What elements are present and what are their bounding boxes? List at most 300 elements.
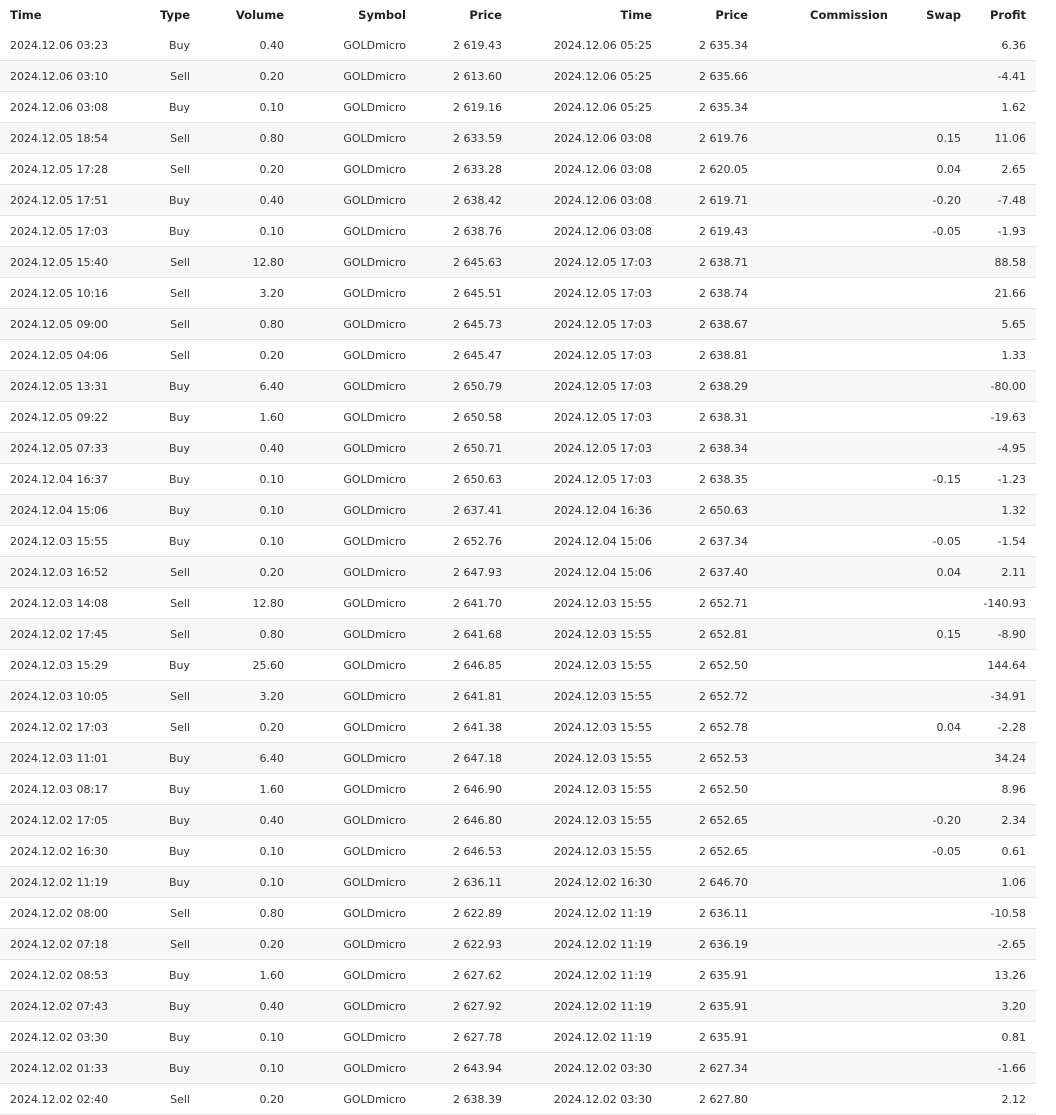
cell-open-time: 2024.12.02 17:05 — [0, 805, 100, 836]
cell-open-time: 2024.12.02 07:18 — [0, 929, 100, 960]
cell-open-time: 2024.12.06 03:23 — [0, 30, 100, 61]
cell-type: Buy — [100, 464, 200, 495]
cell-swap — [898, 991, 971, 1022]
cell-commission — [758, 960, 898, 991]
cell-volume: 0.10 — [200, 1053, 294, 1084]
cell-type: Sell — [100, 929, 200, 960]
cell-swap — [898, 929, 971, 960]
cell-commission — [758, 836, 898, 867]
cell-type: Sell — [100, 898, 200, 929]
cell-swap: 0.15 — [898, 123, 971, 154]
cell-symbol: GOLDmicro — [294, 557, 416, 588]
cell-close-time: 2024.12.03 15:55 — [512, 681, 662, 712]
header-open-time[interactable]: Time — [10, 8, 42, 22]
cell-open-time: 2024.12.05 04:06 — [0, 340, 100, 371]
cell-close-time: 2024.12.05 17:03 — [512, 464, 662, 495]
cell-profit: -34.91 — [971, 681, 1036, 712]
cell-swap — [898, 681, 971, 712]
cell-open-time: 2024.12.05 18:54 — [0, 123, 100, 154]
cell-type: Sell — [100, 123, 200, 154]
table-row[interactable] — [0, 960, 1036, 991]
cell-swap: -0.20 — [898, 805, 971, 836]
cell-commission — [758, 309, 898, 340]
cell-open-price: 2 646.53 — [416, 836, 512, 867]
cell-open-time: 2024.12.02 11:19 — [0, 867, 100, 898]
cell-close-price: 2 619.71 — [662, 185, 758, 216]
cell-close-time: 2024.12.02 11:19 — [512, 898, 662, 929]
cell-symbol: GOLDmicro — [294, 30, 416, 61]
cell-commission — [758, 278, 898, 309]
cell-close-time: 2024.12.03 15:55 — [512, 805, 662, 836]
cell-open-time: 2024.12.03 10:05 — [0, 681, 100, 712]
cell-profit: 6.36 — [971, 30, 1036, 61]
table-row[interactable] — [0, 650, 1036, 681]
cell-profit: 34.24 — [971, 743, 1036, 774]
table-row[interactable] — [0, 30, 1036, 61]
cell-symbol: GOLDmicro — [294, 371, 416, 402]
header-close-price[interactable]: Price — [715, 8, 748, 22]
cell-symbol: GOLDmicro — [294, 92, 416, 123]
cell-commission — [758, 774, 898, 805]
cell-close-time: 2024.12.03 15:55 — [512, 588, 662, 619]
cell-close-time: 2024.12.06 03:08 — [512, 154, 662, 185]
cell-close-price: 2 638.74 — [662, 278, 758, 309]
cell-open-time: 2024.12.02 08:00 — [0, 898, 100, 929]
cell-open-time: 2024.12.02 01:33 — [0, 1053, 100, 1084]
cell-volume: 0.10 — [200, 464, 294, 495]
cell-close-time: 2024.12.02 11:19 — [512, 929, 662, 960]
cell-open-time: 2024.12.05 09:00 — [0, 309, 100, 340]
cell-open-time: 2024.12.03 14:08 — [0, 588, 100, 619]
cell-open-price: 2 647.93 — [416, 557, 512, 588]
cell-swap — [898, 247, 971, 278]
cell-symbol: GOLDmicro — [294, 247, 416, 278]
cell-close-price: 2 638.71 — [662, 247, 758, 278]
cell-swap: -0.05 — [898, 216, 971, 247]
table-row[interactable] — [0, 774, 1036, 805]
cell-type: Buy — [100, 991, 200, 1022]
cell-swap — [898, 1022, 971, 1053]
cell-close-time: 2024.12.06 03:08 — [512, 216, 662, 247]
cell-volume: 1.60 — [200, 402, 294, 433]
cell-close-time: 2024.12.03 15:55 — [512, 619, 662, 650]
table-row[interactable] — [0, 185, 1036, 216]
cell-commission — [758, 154, 898, 185]
cell-type: Buy — [100, 960, 200, 991]
table-row[interactable] — [0, 402, 1036, 433]
cell-swap — [898, 1053, 971, 1084]
cell-close-price: 2 619.43 — [662, 216, 758, 247]
cell-close-price: 2 635.91 — [662, 960, 758, 991]
cell-open-time: 2024.12.02 08:53 — [0, 960, 100, 991]
cell-swap — [898, 743, 971, 774]
table-row[interactable] — [0, 681, 1036, 712]
cell-swap: -0.05 — [898, 526, 971, 557]
cell-open-price: 2 647.18 — [416, 743, 512, 774]
cell-open-time: 2024.12.03 16:52 — [0, 557, 100, 588]
cell-volume: 0.20 — [200, 154, 294, 185]
cell-volume: 0.20 — [200, 61, 294, 92]
cell-open-price: 2 645.63 — [416, 247, 512, 278]
cell-profit: 1.33 — [971, 340, 1036, 371]
table-row[interactable] — [0, 867, 1036, 898]
cell-open-price: 2 619.43 — [416, 30, 512, 61]
cell-close-time: 2024.12.06 05:25 — [512, 30, 662, 61]
cell-volume: 25.60 — [200, 650, 294, 681]
table-row[interactable] — [0, 92, 1036, 123]
table-row[interactable] — [0, 464, 1036, 495]
cell-profit: -1.54 — [971, 526, 1036, 557]
table-row[interactable] — [0, 278, 1036, 309]
cell-close-time: 2024.12.04 15:06 — [512, 557, 662, 588]
cell-swap — [898, 495, 971, 526]
cell-symbol: GOLDmicro — [294, 805, 416, 836]
cell-open-price: 2 627.78 — [416, 1022, 512, 1053]
cell-swap — [898, 588, 971, 619]
cell-swap — [898, 30, 971, 61]
cell-open-time: 2024.12.05 17:51 — [0, 185, 100, 216]
cell-commission — [758, 216, 898, 247]
table-row[interactable] — [0, 557, 1036, 588]
cell-profit: 21.66 — [971, 278, 1036, 309]
cell-symbol: GOLDmicro — [294, 743, 416, 774]
cell-symbol: GOLDmicro — [294, 1053, 416, 1084]
cell-close-price: 2 652.72 — [662, 681, 758, 712]
cell-type: Buy — [100, 30, 200, 61]
cell-volume: 0.40 — [200, 433, 294, 464]
cell-type: Buy — [100, 216, 200, 247]
cell-swap — [898, 61, 971, 92]
cell-type: Sell — [100, 588, 200, 619]
cell-close-price: 2 652.78 — [662, 712, 758, 743]
table-row[interactable] — [0, 340, 1036, 371]
cell-commission — [758, 1053, 898, 1084]
cell-swap: 0.15 — [898, 619, 971, 650]
table-row[interactable] — [0, 433, 1036, 464]
cell-type: Buy — [100, 805, 200, 836]
cell-close-time: 2024.12.03 15:55 — [512, 836, 662, 867]
cell-type: Buy — [100, 495, 200, 526]
cell-close-price: 2 620.05 — [662, 154, 758, 185]
cell-commission — [758, 681, 898, 712]
table-row[interactable] — [0, 309, 1036, 340]
cell-volume: 0.10 — [200, 836, 294, 867]
cell-close-price: 2 652.71 — [662, 588, 758, 619]
cell-close-price: 2 635.34 — [662, 92, 758, 123]
cell-symbol: GOLDmicro — [294, 309, 416, 340]
cell-commission — [758, 619, 898, 650]
cell-close-time: 2024.12.02 11:19 — [512, 991, 662, 1022]
cell-open-time: 2024.12.02 17:45 — [0, 619, 100, 650]
cell-open-time: 2024.12.03 08:17 — [0, 774, 100, 805]
header-type[interactable]: Type — [159, 8, 190, 22]
cell-profit: -2.28 — [971, 712, 1036, 743]
cell-swap: 0.04 — [898, 712, 971, 743]
cell-profit: -2.65 — [971, 929, 1036, 960]
cell-volume: 0.20 — [200, 557, 294, 588]
cell-commission — [758, 1084, 898, 1115]
table-row[interactable] — [0, 929, 1036, 960]
cell-symbol: GOLDmicro — [294, 929, 416, 960]
cell-open-price: 2 650.71 — [416, 433, 512, 464]
cell-commission — [758, 402, 898, 433]
cell-close-time: 2024.12.02 11:19 — [512, 1022, 662, 1053]
cell-close-price: 2 637.40 — [662, 557, 758, 588]
cell-volume: 0.10 — [200, 92, 294, 123]
cell-open-time: 2024.12.02 02:40 — [0, 1084, 100, 1115]
cell-close-price: 2 635.91 — [662, 1022, 758, 1053]
cell-profit: -19.63 — [971, 402, 1036, 433]
cell-open-price: 2 638.76 — [416, 216, 512, 247]
cell-close-time: 2024.12.06 05:25 — [512, 61, 662, 92]
cell-symbol: GOLDmicro — [294, 960, 416, 991]
cell-open-price: 2 638.39 — [416, 1084, 512, 1115]
cell-commission — [758, 1022, 898, 1053]
cell-profit: -4.41 — [971, 61, 1036, 92]
cell-close-time: 2024.12.06 05:25 — [512, 92, 662, 123]
cell-volume: 0.10 — [200, 867, 294, 898]
cell-close-price: 2 635.66 — [662, 61, 758, 92]
cell-swap — [898, 960, 971, 991]
cell-swap — [898, 402, 971, 433]
table-row[interactable] — [0, 712, 1036, 743]
cell-close-time: 2024.12.04 16:36 — [512, 495, 662, 526]
cell-volume: 1.60 — [200, 774, 294, 805]
cell-commission — [758, 371, 898, 402]
table-row[interactable] — [0, 154, 1036, 185]
cell-symbol: GOLDmicro — [294, 154, 416, 185]
table-row[interactable] — [0, 836, 1036, 867]
cell-profit: 2.34 — [971, 805, 1036, 836]
cell-symbol: GOLDmicro — [294, 1084, 416, 1115]
cell-profit: -1.23 — [971, 464, 1036, 495]
cell-open-time: 2024.12.04 15:06 — [0, 495, 100, 526]
cell-close-price: 2 652.53 — [662, 743, 758, 774]
cell-symbol: GOLDmicro — [294, 1022, 416, 1053]
cell-open-price: 2 633.59 — [416, 123, 512, 154]
cell-open-price: 2 641.81 — [416, 681, 512, 712]
table-row[interactable] — [0, 526, 1036, 557]
cell-open-price: 2 646.85 — [416, 650, 512, 681]
cell-type: Sell — [100, 309, 200, 340]
cell-open-time: 2024.12.03 11:01 — [0, 743, 100, 774]
cell-open-time: 2024.12.04 16:37 — [0, 464, 100, 495]
cell-close-price: 2 652.81 — [662, 619, 758, 650]
cell-volume: 0.10 — [200, 216, 294, 247]
table-row[interactable] — [0, 588, 1036, 619]
cell-symbol: GOLDmicro — [294, 898, 416, 929]
cell-swap — [898, 309, 971, 340]
cell-type: Buy — [100, 433, 200, 464]
cell-symbol: GOLDmicro — [294, 526, 416, 557]
cell-profit: 2.11 — [971, 557, 1036, 588]
cell-close-time: 2024.12.02 11:19 — [512, 960, 662, 991]
cell-close-time: 2024.12.05 17:03 — [512, 278, 662, 309]
header-swap[interactable]: Swap — [926, 8, 961, 22]
cell-commission — [758, 30, 898, 61]
cell-open-time: 2024.12.06 03:10 — [0, 61, 100, 92]
cell-commission — [758, 991, 898, 1022]
cell-commission — [758, 61, 898, 92]
cell-profit: 8.96 — [971, 774, 1036, 805]
cell-volume: 0.40 — [200, 805, 294, 836]
cell-commission — [758, 123, 898, 154]
table-row[interactable] — [0, 805, 1036, 836]
cell-commission — [758, 805, 898, 836]
cell-close-price: 2 652.50 — [662, 774, 758, 805]
cell-profit: -1.66 — [971, 1053, 1036, 1084]
cell-open-price: 2 646.90 — [416, 774, 512, 805]
cell-swap — [898, 898, 971, 929]
table-row[interactable] — [0, 1022, 1036, 1053]
cell-open-price: 2 645.73 — [416, 309, 512, 340]
cell-open-time: 2024.12.05 07:33 — [0, 433, 100, 464]
cell-close-time: 2024.12.05 17:03 — [512, 433, 662, 464]
cell-profit: 13.26 — [971, 960, 1036, 991]
cell-commission — [758, 526, 898, 557]
cell-commission — [758, 92, 898, 123]
cell-open-time: 2024.12.05 17:28 — [0, 154, 100, 185]
table-row[interactable] — [0, 216, 1036, 247]
cell-swap — [898, 774, 971, 805]
cell-open-price: 2 633.28 — [416, 154, 512, 185]
cell-open-price: 2 641.70 — [416, 588, 512, 619]
cell-close-price: 2 652.65 — [662, 805, 758, 836]
cell-open-price: 2 619.16 — [416, 92, 512, 123]
cell-close-price: 2 636.11 — [662, 898, 758, 929]
cell-close-price: 2 646.70 — [662, 867, 758, 898]
cell-volume: 1.60 — [200, 960, 294, 991]
cell-commission — [758, 743, 898, 774]
cell-type: Buy — [100, 402, 200, 433]
cell-swap: -0.05 — [898, 836, 971, 867]
header-volume[interactable]: Volume — [235, 8, 284, 22]
cell-commission — [758, 712, 898, 743]
table-row[interactable] — [0, 123, 1036, 154]
table-row[interactable] — [0, 743, 1036, 774]
cell-symbol: GOLDmicro — [294, 402, 416, 433]
cell-profit: 5.65 — [971, 309, 1036, 340]
cell-swap: -0.15 — [898, 464, 971, 495]
cell-commission — [758, 185, 898, 216]
cell-type: Sell — [100, 619, 200, 650]
cell-close-price: 2 637.34 — [662, 526, 758, 557]
cell-open-price: 2 650.79 — [416, 371, 512, 402]
cell-close-price: 2 636.19 — [662, 929, 758, 960]
cell-close-time: 2024.12.03 15:55 — [512, 774, 662, 805]
cell-close-time: 2024.12.03 15:55 — [512, 650, 662, 681]
cell-close-time: 2024.12.05 17:03 — [512, 309, 662, 340]
cell-close-time: 2024.12.03 15:55 — [512, 743, 662, 774]
cell-commission — [758, 588, 898, 619]
table-row[interactable] — [0, 1053, 1036, 1084]
cell-type: Buy — [100, 526, 200, 557]
cell-type: Buy — [100, 836, 200, 867]
cell-volume: 6.40 — [200, 743, 294, 774]
cell-swap: 0.04 — [898, 557, 971, 588]
table-row[interactable] — [0, 371, 1036, 402]
cell-close-price: 2 638.34 — [662, 433, 758, 464]
cell-close-time: 2024.12.06 03:08 — [512, 123, 662, 154]
cell-profit: 0.61 — [971, 836, 1036, 867]
cell-close-price: 2 638.31 — [662, 402, 758, 433]
cell-open-price: 2 622.89 — [416, 898, 512, 929]
cell-commission — [758, 247, 898, 278]
cell-close-time: 2024.12.05 17:03 — [512, 340, 662, 371]
cell-open-price: 2 638.42 — [416, 185, 512, 216]
cell-type: Buy — [100, 774, 200, 805]
cell-type: Buy — [100, 650, 200, 681]
cell-volume: 6.40 — [200, 371, 294, 402]
cell-type: Buy — [100, 185, 200, 216]
cell-profit: -4.95 — [971, 433, 1036, 464]
cell-profit: 3.20 — [971, 991, 1036, 1022]
cell-swap — [898, 371, 971, 402]
header-profit[interactable]: Profit — [989, 8, 1026, 22]
cell-commission — [758, 340, 898, 371]
cell-symbol: GOLDmicro — [294, 836, 416, 867]
cell-type: Buy — [100, 92, 200, 123]
cell-close-price: 2 619.76 — [662, 123, 758, 154]
cell-close-price: 2 638.81 — [662, 340, 758, 371]
cell-close-price: 2 635.91 — [662, 991, 758, 1022]
cell-close-time: 2024.12.02 03:30 — [512, 1084, 662, 1115]
cell-type: Buy — [100, 1022, 200, 1053]
cell-volume: 0.20 — [200, 929, 294, 960]
cell-symbol: GOLDmicro — [294, 495, 416, 526]
cell-volume: 0.20 — [200, 1084, 294, 1115]
cell-close-price: 2 627.34 — [662, 1053, 758, 1084]
table-row[interactable] — [0, 61, 1036, 92]
cell-profit: -10.58 — [971, 898, 1036, 929]
table-row[interactable] — [0, 898, 1036, 929]
table-row[interactable] — [0, 1084, 1036, 1115]
header-symbol[interactable]: Symbol — [358, 8, 406, 22]
cell-profit: 2.65 — [971, 154, 1036, 185]
header-close-time[interactable]: Time — [620, 8, 652, 22]
cell-close-price: 2 652.50 — [662, 650, 758, 681]
cell-volume: 12.80 — [200, 588, 294, 619]
cell-commission — [758, 433, 898, 464]
cell-symbol: GOLDmicro — [294, 712, 416, 743]
cell-type: Buy — [100, 1053, 200, 1084]
cell-close-time: 2024.12.02 16:30 — [512, 867, 662, 898]
header-commission[interactable]: Commission — [810, 8, 888, 22]
cell-type: Buy — [100, 743, 200, 774]
table-row[interactable] — [0, 619, 1036, 650]
cell-volume: 3.20 — [200, 681, 294, 712]
cell-close-time: 2024.12.04 15:06 — [512, 526, 662, 557]
table-row[interactable] — [0, 247, 1036, 278]
cell-profit: 1.06 — [971, 867, 1036, 898]
cell-commission — [758, 557, 898, 588]
cell-open-time: 2024.12.05 09:22 — [0, 402, 100, 433]
cell-swap — [898, 867, 971, 898]
header-open-price[interactable]: Price — [469, 8, 502, 22]
cell-close-time: 2024.12.06 03:08 — [512, 185, 662, 216]
table-row[interactable] — [0, 495, 1036, 526]
cell-symbol: GOLDmicro — [294, 588, 416, 619]
table-row[interactable] — [0, 991, 1036, 1022]
cell-swap: -0.20 — [898, 185, 971, 216]
cell-open-price: 2 646.80 — [416, 805, 512, 836]
cell-close-price: 2 650.63 — [662, 495, 758, 526]
cell-swap — [898, 278, 971, 309]
cell-open-price: 2 650.58 — [416, 402, 512, 433]
cell-swap: 0.04 — [898, 154, 971, 185]
cell-open-price: 2 637.41 — [416, 495, 512, 526]
cell-open-price: 2 652.76 — [416, 526, 512, 557]
